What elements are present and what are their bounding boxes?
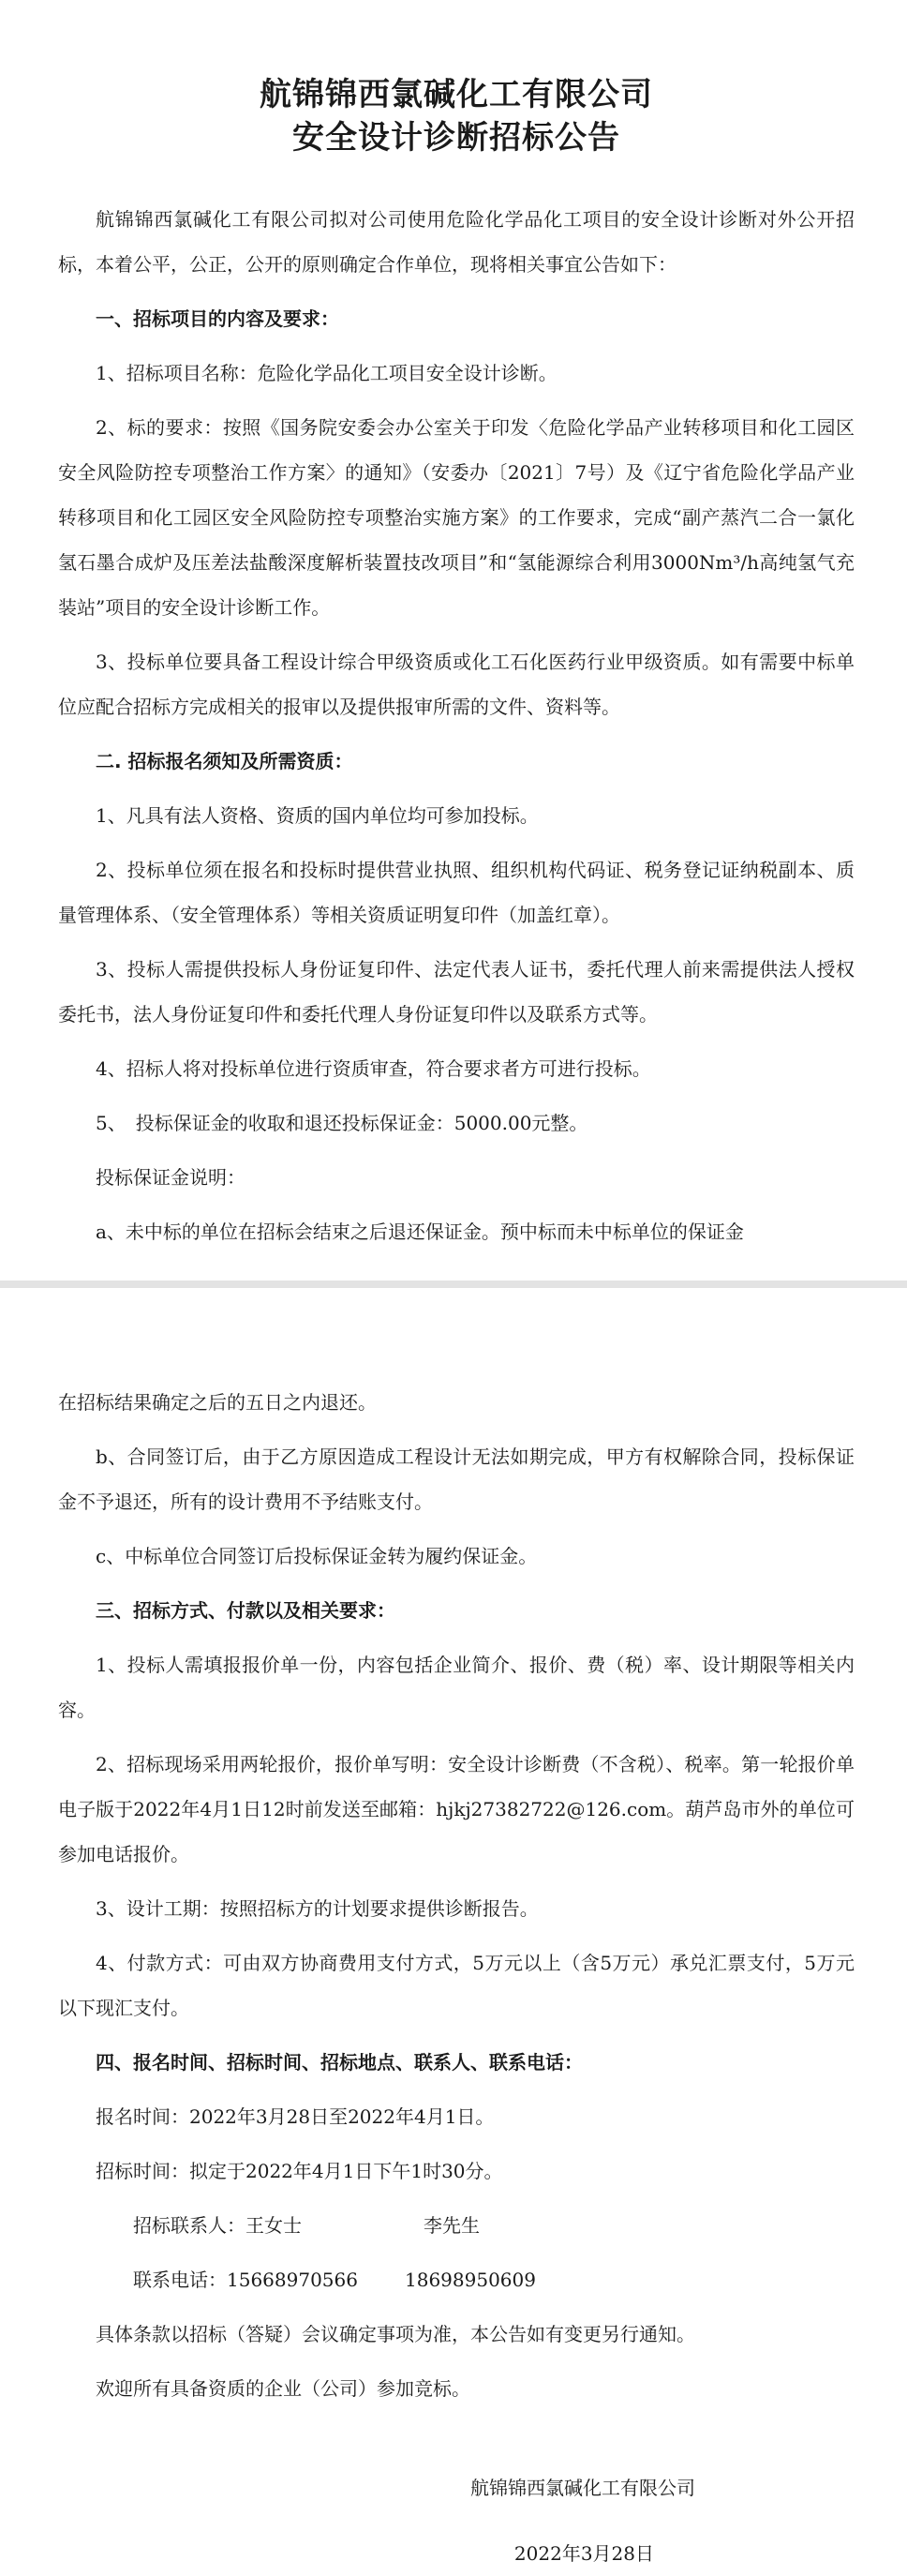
signup-time: 报名时间：2022年3月28日至2022年4月1日。 <box>96 2105 495 2128</box>
contact-phones <box>58 2257 855 2302</box>
section-three-item: 4、付款方式：可由双方协商费用支付方式，5万元以上（含5万元）承兑汇票支付，5万元以下现汇支付。 <box>58 1952 855 2019</box>
page-one <box>0 0 907 1281</box>
page-two <box>0 1288 907 2572</box>
section-two-item: 2、投标单位须在报名和投标时提供营业执照、组织机构代码证、税务登记证纳税副本、质量管理体系、（安全管理体系）等相关资质证明复印件（加盖红章）。 <box>58 859 855 926</box>
contact-person-1: 招标联系人：王女士 <box>133 2214 302 2237</box>
bid-time: 招标时间：拟定于2022年4月1日下午1时30分。 <box>96 2160 503 2182</box>
section-one-item: 1、招标项目名称：危险化学品化工项目安全设计诊断。 <box>96 362 558 384</box>
deposit-a-end: 在招标结果确定之后的五日之内退还。 <box>58 1391 377 1414</box>
section-two-item: 3、投标人需提供投标人身份证复印件、法定代表人证书，委托代理人前来需提供法人授权委托书，法人身份证复印件和委托代理人身份证复印件以及联系方式等。 <box>58 958 855 1026</box>
section-four-heading: 四、报名时间、招标时间、招标地点、联系人、联系电话： <box>96 2051 583 2074</box>
deposit-c: c、中标单位合同签订后投标保证金转为履约保证金。 <box>96 1545 538 1567</box>
section-one-item: 2、标的要求：按照《国务院安委会办公室关于印发〈危险化学品产业转移项目和化工园区安全风险防控专项整治工作方案〉的通知》（安委办〔2021〕7号）及《辽宁省危险化学品产业转移项目和化工园区安全风险防控专项整治实施方案》的工作要求，完成“副产蒸汽二合一氯化氢石墨合成炉及压差法盐酸深度解析装置技改项目”和“氢能源综合利用3000Nm³/h高纯氢气充装站”项目的安全设计诊断工作。 <box>58 416 855 619</box>
notice-note: 具体条款以招标（答疑）会议确定事项为准，本公告如有变更另行通知。 <box>96 2323 695 2345</box>
contact-persons <box>58 2203 855 2248</box>
section-two-heading: 二. 招标报名须知及所需资质： <box>96 750 353 772</box>
signature-date: 2022年3月28日 <box>513 2542 654 2565</box>
section-two-item: 5、 投标保证金的收取和退还投标保证金：5000.00元整。 <box>96 1112 588 1134</box>
section-three-item: 1、投标人需填报报价单一份，内容包括企业简介、报价、费（税）率、设计期限等相关内容。 <box>58 1654 855 1721</box>
deposit-b: b、合同签订后，由于乙方原因造成工程设计无法如期完成，甲方有权解除合同，投标保证金不予退还，所有的设计费用不予结账支付。 <box>58 1445 855 1513</box>
signature-company: 航锦锦西氯碱化工有限公司 <box>470 2477 695 2499</box>
section-two-item: 1、凡具有法人资格、资质的国内单位均可参加投标。 <box>96 804 539 827</box>
contact-phone-2: 18698950609 <box>405 2269 536 2291</box>
section-three-item: 3、设计工期：按照招标方的计划要求提供诊断报告。 <box>96 1897 539 1920</box>
section-two-item: 4、招标人将对投标单位进行资质审查，符合要求者方可进行投标。 <box>96 1057 651 1080</box>
contact-phone-1: 联系电话：15668970566 <box>133 2269 358 2291</box>
section-one-item: 3、投标单位要具备工程设计综合甲级资质或化工石化医药行业甲级资质。如有需要中标单位应配合招标方完成相关的报审以及提供报审所需的文件、资料等。 <box>58 651 855 718</box>
company-title: 航锦锦西氯碱化工有限公司 <box>260 76 653 113</box>
contact-person-2: 李先生 <box>424 2214 480 2237</box>
welcome-line: 欢迎所有具备资质的企业（公司）参加竞标。 <box>96 2377 470 2400</box>
section-three-item: 2、招标现场采用两轮报价，报价单写明：安全设计诊断费（不含税）、税率。第一轮报价单电子版于2022年4月1日12时前发送至邮箱：hjkj27382722@126.com。葫芦岛市外的单位可参加电话报价。 <box>58 1753 855 1865</box>
deposit-a-start: a、未中标的单位在招标会结束之后退还保证金。预中标而未中标单位的保证金 <box>96 1221 744 1243</box>
title-block <box>58 0 855 159</box>
page-divider <box>0 1281 907 1288</box>
intro-paragraph: 航锦锦西氯碱化工有限公司拟对公司使用危险化学品化工项目的安全设计诊断对外公开招标，本着公平，公正，公开的原则确定合作单位，现将相关事宜公告如下： <box>58 208 855 276</box>
notice-title: 安全设计诊断招标公告 <box>292 119 620 157</box>
section-one-heading: 一、招标项目的内容及要求： <box>96 307 339 330</box>
section-three-heading: 三、招标方式、付款以及相关要求： <box>96 1599 395 1622</box>
deposit-label: 投标保证金说明： <box>96 1166 245 1189</box>
